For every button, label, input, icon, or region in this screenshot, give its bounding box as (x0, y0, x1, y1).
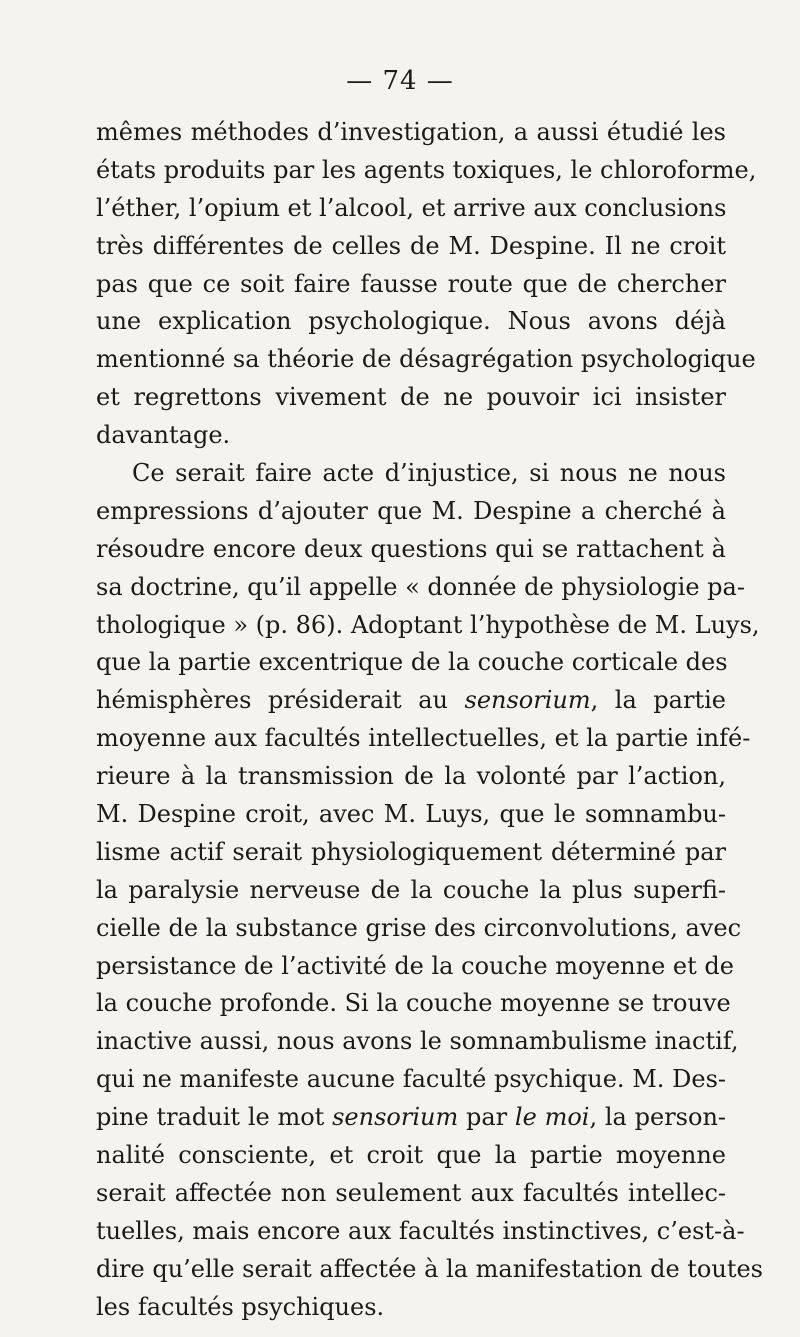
text-line: dire qu’elle serait affectée à la manifestation de toutes (96, 1254, 763, 1283)
text-line: la paralysie nerveuse de la couche la plus superfi- (96, 875, 726, 904)
text-line: nalité consciente, et croit que la partie moyenne (96, 1141, 726, 1170)
text-line: les facultés psychiques. (96, 1292, 385, 1321)
text-line: M. Despine croit, avec M. Luys, que le somnambu- (96, 800, 726, 829)
text-line: mêmes méthodes d’investigation, a aussi étudié les (96, 118, 726, 146)
text-line: tuelles, mais encore aux facultés instinctives, c’est-à- (96, 1216, 745, 1245)
text-line: inactive aussi, nous avons le somnambulisme inactif, (96, 1027, 739, 1056)
text-line: pas que ce soit faire fausse route que de chercher (96, 269, 726, 298)
text-line: résoudre encore deux questions qui se rattachent à (96, 534, 726, 563)
text-line: sa doctrine, qu’il appelle « donnée de physiologie pa- (96, 572, 745, 601)
paragraph-1 (96, 114, 757, 455)
text-line: rieure à la transmission de la volonté par l’action, (96, 762, 726, 791)
text-line: qui ne manifeste aucune faculté psychique. M. Des- (96, 1065, 726, 1094)
text-line: une explication psychologique. Nous avons déjà (96, 307, 726, 336)
text-line: l’éther, l’opium et l’alcool, et arrive aux conclusions (96, 193, 727, 222)
text-line: persistance de l’activité de la couche moyenne et de (96, 951, 734, 980)
text-line: la couche profonde. Si la couche moyenne se trouve (96, 989, 731, 1018)
text-line: mentionné sa théorie de désagrégation psychologique (96, 345, 756, 374)
page-number: — 74 — (346, 66, 454, 96)
text-line: davantage. (96, 421, 231, 450)
text-line: empressions d’ajouter que M. Despine a cherché à (96, 496, 726, 525)
text-line: et regrettons vivement de ne pouvoir ici insister (96, 383, 726, 412)
text-line: cielle de la substance grise des circonvolutions, avec (96, 913, 742, 942)
text-line: lisme actif serait physiologiquement déterminé par (96, 837, 726, 866)
paragraph-2 (96, 455, 763, 1326)
text-line: Ce serait faire acte d’injustice, si nous ne nous (132, 459, 726, 488)
body-text (96, 114, 763, 1327)
text-line: que la partie excentrique de la couche corticale des (96, 648, 728, 677)
text-line: hémisphères présiderait au sensorium, la partie (96, 686, 726, 715)
text-line: états produits par les agents toxiques, le chloroforme, (96, 155, 757, 184)
text-line: thologique » (p. 86). Adoptant l’hypothèse de M. Luys, (96, 610, 760, 639)
text-line: serait affectée non seulement aux facultés intellec- (96, 1178, 726, 1207)
text-line: très différentes de celles de M. Despine. Il ne croit (96, 231, 726, 260)
text-line: moyenne aux facultés intellectuelles, et la partie infé- (96, 724, 751, 753)
text-line: pine traduit le mot sensorium par le moi, la person- (96, 1103, 727, 1132)
